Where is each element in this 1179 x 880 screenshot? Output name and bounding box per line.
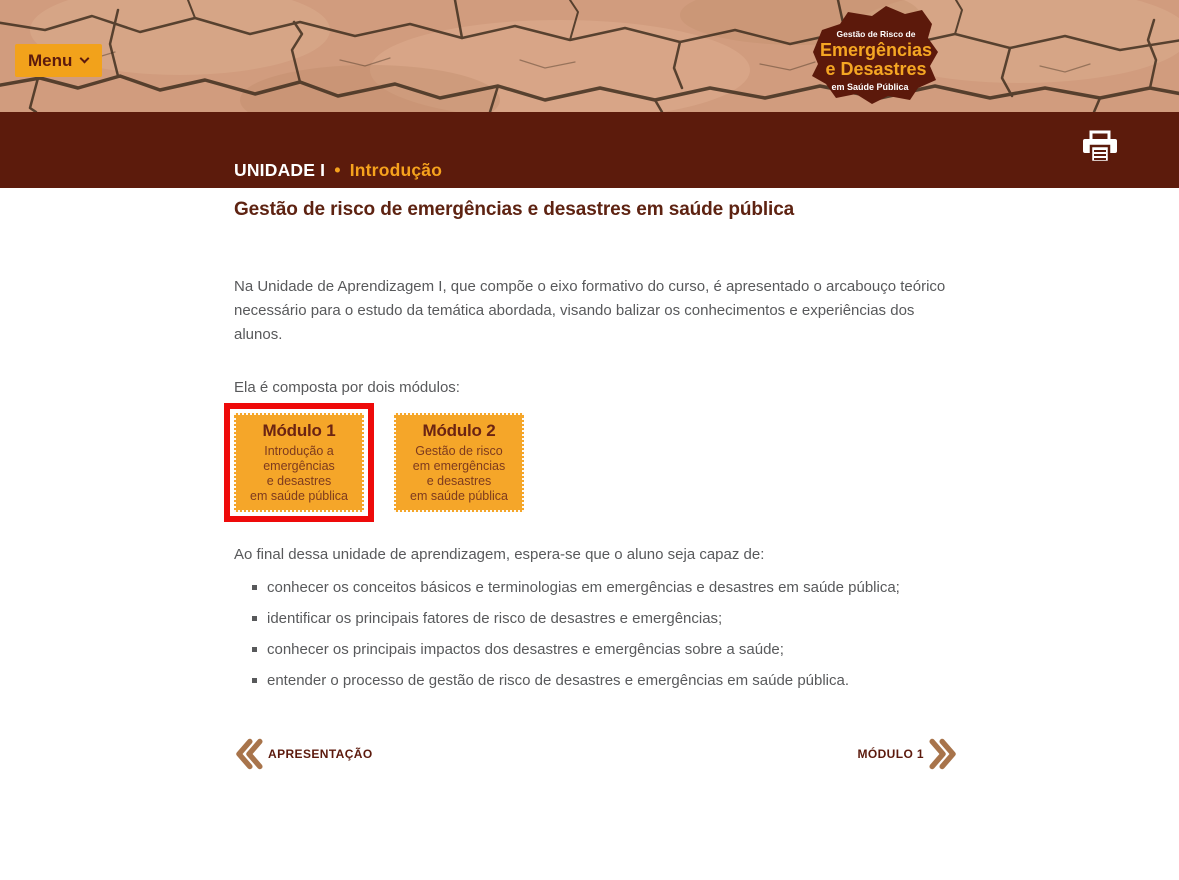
objectives-list — [234, 578, 958, 691]
main-content — [234, 188, 958, 773]
module-1-desc-line: em saúde pública — [250, 489, 348, 503]
objective-text: entender o processo de gestão de risco de desastres e emergências em saúde pública. — [267, 672, 850, 689]
module-1-title: Módulo 1 — [262, 421, 336, 440]
objective-text: conhecer os principais impactos dos desastres e emergências sobre a saúde; — [267, 641, 784, 658]
bullet-square-icon — [252, 678, 257, 683]
objective-item — [234, 578, 958, 598]
objective-item — [234, 640, 958, 660]
nav-next-modulo-1[interactable] — [857, 735, 958, 773]
module-2-desc-line: em emergências — [412, 459, 506, 473]
highlight-box — [224, 403, 374, 522]
module-2-card[interactable] — [394, 413, 524, 512]
module-2-desc-line: e desastres — [426, 474, 492, 488]
title-separator-dot: • — [334, 160, 341, 180]
bullet-square-icon — [252, 647, 257, 652]
unit-title-bar — [0, 112, 1179, 188]
module-1-desc-line: Introdução a — [264, 444, 334, 458]
objectives-intro-text: Ao final dessa unidade de aprendizagem, espera-se que o aluno seja capaz de: — [234, 546, 765, 563]
nav-next-label: MÓDULO 1 — [857, 747, 924, 761]
unit-title — [234, 160, 442, 181]
module-1-desc-line: e desastres — [266, 474, 332, 488]
nav-prev-label: APRESENTAÇÃO — [268, 747, 373, 761]
module-1-desc-line: emergências — [263, 459, 335, 473]
logo-line-4: em Saúde Pública — [831, 82, 909, 92]
module-1-card[interactable] — [234, 413, 364, 512]
modules-intro-text: Ela é composta por dois módulos: — [234, 379, 460, 396]
chevron-down-icon — [80, 54, 90, 64]
bullet-square-icon — [252, 585, 257, 590]
print-button[interactable] — [1078, 129, 1122, 171]
objective-text: identificar os principais fatores de risco de desastres e emergências; — [267, 610, 723, 627]
printer-icon — [1080, 130, 1120, 168]
cracked-earth-texture — [0, 0, 1179, 112]
nav-prev-apresentacao[interactable] — [234, 735, 373, 773]
objective-text: conhecer os conceitos básicos e terminologias em emergências e desastres em saúde pública; — [267, 579, 900, 596]
logo-line-3: e Desastres — [825, 59, 927, 79]
module-2-desc-line: em saúde pública — [410, 489, 508, 503]
banner — [0, 0, 1179, 112]
logo-line-1: Gestão de Risco de — [836, 29, 916, 39]
logo-line-2: Emergências — [819, 40, 933, 60]
unit-subtitle: Introdução — [349, 160, 443, 180]
course-logo — [800, 0, 960, 112]
footer-navigation — [234, 735, 958, 773]
menu-button[interactable] — [15, 44, 102, 77]
double-chevron-left-icon — [234, 735, 264, 773]
objective-item — [234, 671, 958, 691]
bullet-square-icon — [252, 616, 257, 621]
module-2-desc-line: Gestão de risco — [415, 444, 503, 458]
intro-paragraph: Na Unidade de Aprendizagem I, que compõe o eixo formativo do curso, é apresentado o arcabouço teórico necessário para o estudo da temática abordada, visando balizar os conhecimentos e experiências dos alunos. — [234, 278, 946, 343]
menu-button-label: Menu — [28, 50, 73, 70]
double-chevron-right-icon — [928, 735, 958, 773]
modules-row — [234, 403, 958, 522]
module-2-title: Módulo 2 — [422, 421, 496, 440]
page-title: Gestão de risco de emergências e desastres em saúde pública — [234, 199, 795, 220]
objective-item — [234, 609, 958, 629]
unit-label: UNIDADE I — [234, 160, 326, 180]
